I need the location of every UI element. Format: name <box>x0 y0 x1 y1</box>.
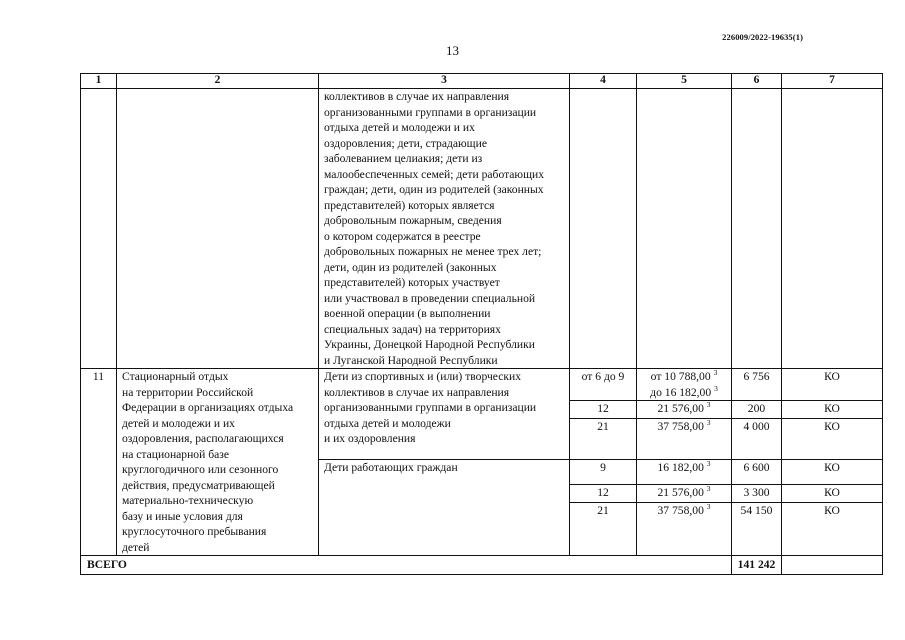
cell-source: КО <box>782 460 883 485</box>
text-line: представителей) которых является <box>324 198 495 212</box>
cell-source: КО <box>782 503 883 556</box>
text-line: добровольным пожарным, сведения <box>324 214 502 227</box>
cell-category <box>319 460 570 556</box>
cell-age: от 6 до 9 <box>570 369 637 401</box>
cost-value: 16 182,00 <box>657 461 704 474</box>
text-line: Федерации в организациях отдыха <box>122 401 294 414</box>
text-line: материально-техническую <box>122 494 254 507</box>
text-line: отдыха детей и молодежи <box>324 416 451 430</box>
text-line: круглосуточного пребывания <box>122 525 267 538</box>
text-line: оздоровления, располагающихся <box>122 432 284 445</box>
cell-age: 12 <box>570 401 637 419</box>
text-line: оздоровления; дети, страдающие <box>324 136 487 150</box>
text-line: детей <box>122 540 150 554</box>
text-line: добровольных пожарных не менее трех лет; <box>324 245 542 258</box>
text-line: базу и иные условия для <box>122 509 243 523</box>
text-line: организованными группами в организации <box>324 105 537 119</box>
header-row <box>81 74 883 89</box>
table-row-continued <box>81 89 883 369</box>
text-line: коллективов в случае их направления <box>324 90 510 103</box>
cell-count: 6 600 <box>732 460 782 485</box>
cell-age: 21 <box>570 419 637 460</box>
cost-to: до 16 182,00 <box>650 385 712 399</box>
text-line: или участвовал в проведении специальной <box>324 291 536 305</box>
text-line: и их оздоровления <box>324 432 416 445</box>
text-line: малообеспеченных семей; дети работающих <box>324 167 545 181</box>
cell-empty <box>782 89 883 369</box>
text-line: организованными группами в организации <box>324 401 537 414</box>
cell-count: 4 000 <box>732 419 782 460</box>
header-cell: 7 <box>782 74 883 89</box>
total-label: ВСЕГО <box>81 556 732 575</box>
text-line: и Луганской Народной Республики <box>324 353 498 367</box>
header-cell: 4 <box>570 74 637 89</box>
cell-empty <box>117 89 319 369</box>
cost-value: 21 576,00 <box>657 486 704 499</box>
total-value: 141 242 <box>732 556 782 575</box>
text-line: военной операции (в выполнении <box>324 307 491 320</box>
table-row <box>81 369 883 401</box>
cost-from: от 10 788,00 <box>650 370 711 383</box>
cost-value: 21 576,00 <box>657 402 704 415</box>
footnote-mark: 3 <box>714 383 718 393</box>
footnote-mark: 3 <box>706 502 711 511</box>
text-line: Дети из спортивных и (или) творческих <box>324 370 522 383</box>
text-line: круглогодичного или сезонного <box>122 463 279 476</box>
cell-category <box>319 369 570 460</box>
header-cell: 1 <box>81 74 117 89</box>
footnote-mark: 3 <box>706 400 711 409</box>
cell-count: 200 <box>732 401 782 419</box>
row-number: 11 <box>81 369 117 556</box>
cell-cost <box>637 369 732 401</box>
cell-source: КО <box>782 369 883 401</box>
header-cell: 2 <box>117 74 319 89</box>
page-number: 13 <box>446 43 459 58</box>
text-line: действия, предусматривающей <box>122 478 275 492</box>
allocation-table <box>80 73 883 575</box>
cell-empty <box>637 89 732 369</box>
text-line: коллективов в случае их направления <box>324 385 510 399</box>
text-line: заболеванием целиакия; дети из <box>324 152 483 165</box>
text-line: Украины, Донецкой Народной Республики <box>324 338 535 351</box>
cell-cost <box>637 419 732 460</box>
cell-empty <box>81 89 117 369</box>
text-line: специальных задач) на территориях <box>324 322 501 336</box>
text-line: дети, один из родителей (законных <box>324 260 497 274</box>
total-row <box>81 556 883 575</box>
cell-count: 6 756 <box>732 369 782 401</box>
text-line: детей и молодежи и их <box>122 416 235 430</box>
cost-value: 37 758,00 <box>657 420 704 433</box>
cell-rest-type <box>117 369 319 556</box>
text-line: представителей) которых участвует <box>324 276 500 289</box>
text-line: на территории Российской <box>122 385 254 399</box>
cell-category-continued <box>319 89 570 369</box>
cell-count: 54 150 <box>732 503 782 556</box>
text-line: о котором содержатся в реестре <box>324 229 481 243</box>
cell-cost <box>637 503 732 556</box>
cell-age: 21 <box>570 503 637 556</box>
cost-value: 37 758,00 <box>657 504 704 517</box>
cell-age: 9 <box>570 460 637 485</box>
category-text: Дети работающих граждан <box>324 461 458 474</box>
cell-source: КО <box>782 485 883 503</box>
header-cell: 5 <box>637 74 732 89</box>
cell-empty <box>732 89 782 369</box>
footnote-mark: 3 <box>706 484 711 493</box>
cell-cost <box>637 401 732 419</box>
text-line: Стационарный отдых <box>122 370 229 383</box>
cell-empty <box>782 556 883 575</box>
header-cell: 3 <box>319 74 570 89</box>
text-line: граждан; дети, один из родителей (законных <box>324 183 544 196</box>
footnote-mark: 3 <box>713 368 718 377</box>
cell-source: КО <box>782 419 883 460</box>
header-cell: 6 <box>732 74 782 89</box>
cell-cost <box>637 485 732 503</box>
footnote-mark: 3 <box>706 418 711 427</box>
text-line: на стационарной базе <box>122 447 229 461</box>
text-line: отдыха детей и молодежи и их <box>324 121 475 134</box>
cell-count: 3 300 <box>732 485 782 503</box>
cell-empty <box>570 89 637 369</box>
cell-age: 12 <box>570 485 637 503</box>
document-number: 226009/2022-19635(1) <box>722 32 803 42</box>
cell-cost <box>637 460 732 485</box>
cell-source: КО <box>782 401 883 419</box>
footnote-mark: 3 <box>706 459 711 468</box>
